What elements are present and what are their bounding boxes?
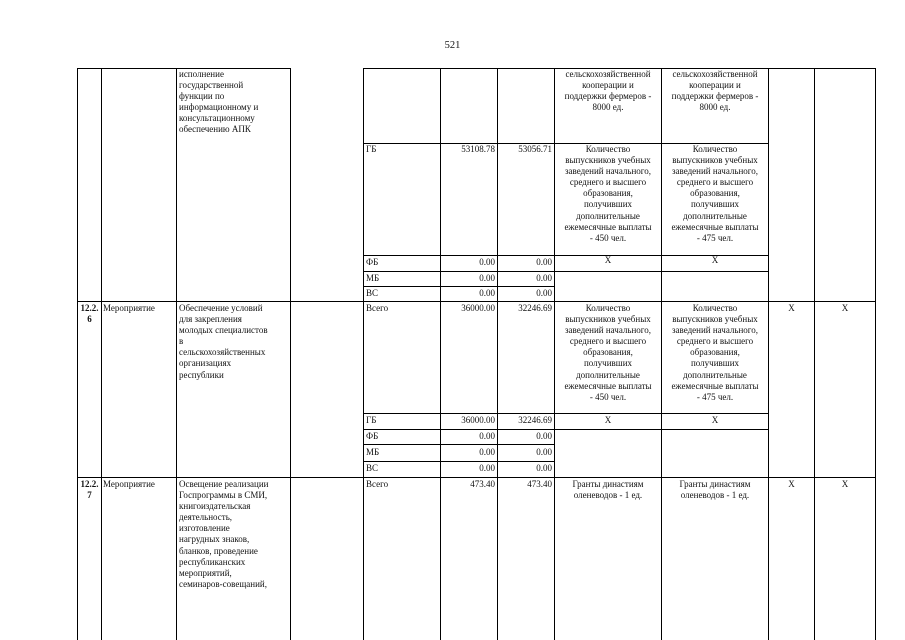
amount-cell: 0.00 bbox=[479, 288, 495, 298]
description-cell: исполнение государственной функции по информационному и консультационному обеспечению АПК bbox=[179, 69, 259, 135]
indicator-cell: X bbox=[604, 415, 612, 425]
col-line bbox=[768, 68, 769, 640]
item-number: 12.2. 7 bbox=[80, 479, 99, 501]
amount-cell: 0.00 bbox=[536, 431, 552, 441]
indicator-cell: Количество выпускников учебных заведений начального, среднего и высшего образования, получивших дополнительные ежемесячные выплаты - 450 чел. bbox=[564, 303, 652, 402]
amount-cell: 0.00 bbox=[536, 288, 552, 298]
mark-cell: X bbox=[841, 479, 849, 489]
row-line bbox=[363, 413, 769, 414]
page-number: 521 bbox=[444, 40, 461, 51]
row-line bbox=[363, 286, 555, 287]
description-cell: Обеспечение условий для закрепления молодых специалистов в сельскохозяйственных организациях республики bbox=[179, 303, 268, 380]
mark-cell: X bbox=[841, 303, 849, 313]
amount-cell: 53056.71 bbox=[518, 144, 552, 154]
col-line bbox=[363, 68, 364, 640]
indicator-cell: сельскохозяйственной кооперации и поддержки фермеров - 8000 ед. bbox=[564, 69, 652, 113]
mark-cell: X bbox=[788, 303, 795, 313]
indicator-cell: X bbox=[711, 415, 719, 425]
amount-cell: 0.00 bbox=[536, 447, 552, 457]
item-number: 12.2. 6 bbox=[80, 303, 99, 325]
funding-source: ФБ bbox=[366, 431, 379, 441]
row-line bbox=[363, 444, 555, 445]
row-line bbox=[77, 301, 876, 302]
col-line bbox=[176, 68, 177, 640]
row-line bbox=[363, 461, 555, 462]
indicator-cell: Количество выпускников учебных заведений начального, среднего и высшего образования, получивших дополнительные ежемесячные выплаты - 475 чел. bbox=[671, 144, 759, 243]
col-line bbox=[875, 68, 876, 640]
amount-cell: 0.00 bbox=[536, 257, 552, 267]
mark-cell: X bbox=[788, 479, 795, 489]
amount-cell: 0.00 bbox=[479, 447, 495, 457]
amount-cell: 0.00 bbox=[479, 257, 495, 267]
indicator-cell: Гранты династиям оленеводов - 1 ед. bbox=[679, 479, 751, 501]
indicator-cell: Количество выпускников учебных заведений начального, среднего и высшего образования, получивших дополнительные ежемесячные выплаты - 450 чел. bbox=[564, 144, 652, 243]
indicator-cell: Количество выпускников учебных заведений начального, среднего и высшего образования, получивших дополнительные ежемесячные выплаты - 475 чел. bbox=[671, 303, 759, 402]
amount-cell: 32246.69 bbox=[518, 303, 552, 313]
funding-source: Всего bbox=[366, 479, 389, 489]
amount-cell: 473.40 bbox=[527, 479, 552, 489]
amount-cell: 0.00 bbox=[536, 273, 552, 283]
funding-source: МБ bbox=[366, 273, 380, 283]
program-table bbox=[0, 68, 905, 640]
amount-cell: 53108.78 bbox=[461, 144, 495, 154]
amount-cell: 0.00 bbox=[479, 463, 495, 473]
funding-source: Всего bbox=[366, 303, 389, 313]
amount-cell: 0.00 bbox=[479, 431, 495, 441]
row-line bbox=[77, 477, 876, 478]
row-line bbox=[363, 271, 769, 272]
amount-cell: 473.40 bbox=[470, 479, 495, 489]
indicator-cell: X bbox=[711, 255, 719, 265]
funding-source: ГБ bbox=[366, 144, 377, 154]
funding-source: МБ bbox=[366, 447, 380, 457]
row-line bbox=[363, 429, 769, 430]
item-type: Мероприятие bbox=[103, 479, 155, 489]
funding-source: ГБ bbox=[366, 415, 377, 425]
col-line bbox=[101, 68, 102, 640]
funding-source: ВС bbox=[366, 288, 379, 298]
funding-source: ВС bbox=[366, 463, 379, 473]
amount-cell: 0.00 bbox=[536, 463, 552, 473]
amount-cell: 36000.00 bbox=[461, 415, 495, 425]
col-line bbox=[77, 68, 78, 640]
amount-cell: 0.00 bbox=[479, 273, 495, 283]
amount-cell: 36000.00 bbox=[461, 303, 495, 313]
indicator-cell: Гранты династиям оленеводов - 1 ед. bbox=[572, 479, 644, 501]
description-cell: Освещение реализации Госпрограммы в СМИ, книгоиздательская деятельность, изготовление нагрудных знаков, бланков, проведение республиканских мероприятий, семинаров-совещаний, bbox=[179, 479, 269, 589]
col-line bbox=[814, 68, 815, 640]
col-line bbox=[290, 68, 291, 640]
item-type: Мероприятие bbox=[103, 303, 155, 313]
amount-cell: 32246.69 bbox=[518, 415, 552, 425]
indicator-cell: сельскохозяйственной кооперации и поддержки фермеров - 8000 ед. bbox=[671, 69, 759, 113]
funding-source: ФБ bbox=[366, 257, 379, 267]
indicator-cell: X bbox=[604, 255, 612, 265]
